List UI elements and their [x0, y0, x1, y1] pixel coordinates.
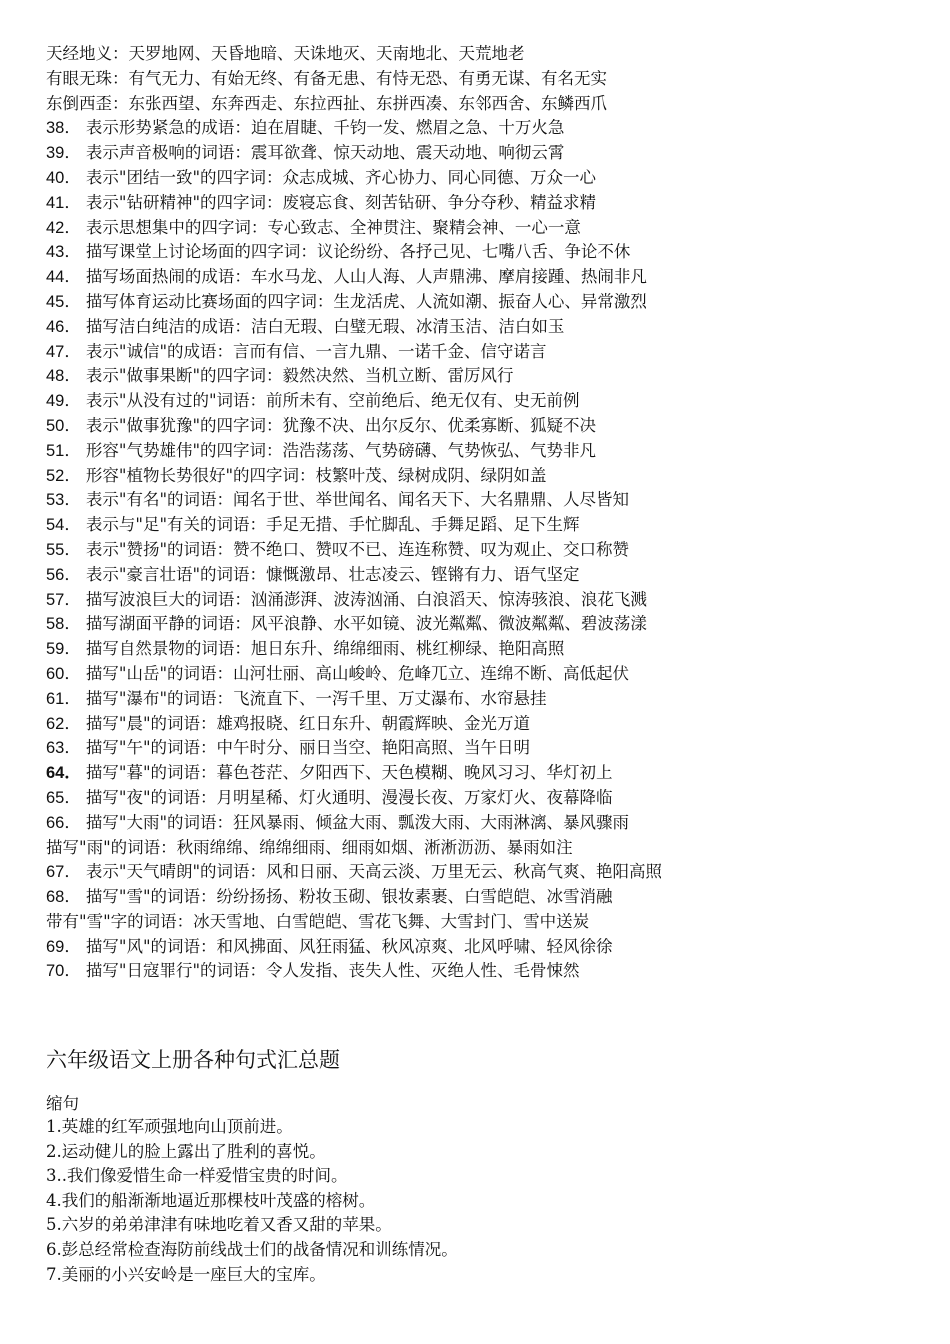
- line-number: 47．: [46, 342, 81, 361]
- line-number: 68．: [46, 888, 81, 907]
- line-text: 表示"从没有过的"词语：前所未有、空前绝后、绝无仅有、史无前例: [85, 391, 580, 411]
- idiom-line: [46, 811, 926, 836]
- idiom-list: [46, 42, 926, 984]
- line-number: 66．: [46, 813, 81, 832]
- idiom-line: [46, 885, 926, 910]
- idiom-line: [46, 860, 926, 885]
- idiom-line: [46, 662, 926, 687]
- idiom-line: [46, 191, 926, 216]
- idiom-line: [46, 315, 926, 340]
- line-text: 表示思想集中的四字词：专心致志、全神贯注、聚精会神、一心一意: [85, 217, 581, 237]
- sentence-item: 6.彭总经常检查海防前线战士们的战备情况和训练情况。: [46, 1239, 458, 1259]
- line-text: 有眼无珠：有气无力、有始无终、有备无患、有恃无恐、有勇无谋、有名无实: [46, 68, 607, 88]
- section-title: 六年级语文上册各种句式汇总题: [46, 1048, 340, 1072]
- line-text: 描写"夜"的词语：月明星稀、灯火通明、漫漫长夜、万家灯火、夜幕降临: [85, 787, 613, 807]
- sentence-item: 1.英雄的红军顽强地向山顶前进。: [46, 1117, 293, 1136]
- idiom-line: [46, 836, 926, 861]
- idiom-line: [46, 637, 926, 662]
- line-text: 表示"豪言壮语"的词语：慷慨激昂、壮志凌云、铿锵有力、语气坚定: [85, 564, 580, 584]
- line-text: 表示"有名"的词语：闻名于世、举世闻名、闻名天下、大名鼎鼎、人尽皆知: [85, 490, 630, 510]
- line-text: 表示"团结一致"的四字词：众志成城、齐心协力、同心同德、万众一心: [85, 167, 597, 187]
- line-number: 39．: [46, 144, 81, 163]
- line-number: 70．: [46, 962, 81, 981]
- line-number: 45．: [46, 292, 81, 311]
- idiom-line: [46, 910, 926, 935]
- line-number: 61．: [46, 689, 81, 708]
- line-number: 55．: [46, 540, 81, 559]
- idiom-line: [46, 340, 926, 365]
- line-number: 58．: [46, 615, 81, 634]
- line-number: 43．: [46, 243, 81, 262]
- line-text: 天经地义：天罗地网、天昏地暗、天诛地灭、天南地北、天荒地老: [46, 44, 525, 63]
- line-text: 东倒西歪：东张西望、东奔西走、东拉西扯、东拼西凑、东邻西舍、东鳞西爪: [46, 93, 607, 113]
- idiom-line: [46, 265, 926, 290]
- line-number: 56．: [46, 565, 81, 584]
- line-number: 41．: [46, 193, 81, 212]
- idiom-line: [46, 612, 926, 637]
- line-text: 描写自然景物的词语：旭日东升、绵绵细雨、桃红柳绿、艳阳高照: [85, 639, 565, 659]
- line-number: 60．: [46, 664, 81, 683]
- idiom-line: [46, 464, 926, 489]
- line-number: 57．: [46, 590, 81, 609]
- idiom-line: [46, 538, 926, 563]
- line-text: 描写"山岳"的词语：山河壮丽、高山峻岭、危峰兀立、连绵不断、高低起伏: [85, 663, 630, 683]
- line-text: 形容"气势雄伟"的四字词：浩浩荡荡、气势磅礴、气势恢弘、气势非凡: [85, 440, 597, 460]
- section-subhead: 缩句: [46, 1094, 79, 1113]
- line-text: 表示声音极响的词语：震耳欲聋、惊天动地、震天动地、响彻云霄: [85, 143, 565, 163]
- idiom-line: [46, 240, 926, 265]
- line-number: 67．: [46, 863, 81, 882]
- idiom-line: [46, 166, 926, 191]
- idiom-line: [46, 116, 926, 141]
- line-number: 50．: [46, 416, 81, 435]
- line-number: 48．: [46, 367, 81, 386]
- idiom-line: [46, 786, 926, 811]
- idiom-line: [46, 588, 926, 613]
- line-text: 表示"做事犹豫"的四字词：犹豫不决、出尔反尔、优柔寡断、狐疑不决: [85, 415, 597, 435]
- idiom-line: [46, 92, 926, 117]
- line-text: 表示"钻研精神"的四字词：废寝忘食、刻苦钻研、争分夺秒、精益求精: [85, 192, 597, 212]
- line-number: 49．: [46, 392, 81, 411]
- idiom-line: [46, 414, 926, 439]
- idiom-line: [46, 141, 926, 166]
- line-text: 表示"赞扬"的词语：赞不绝口、赞叹不已、连连称赞、叹为观止、交口称赞: [85, 539, 630, 559]
- line-text: 表示"做事果断"的四字词：毅然决然、当机立断、雷厉风行: [85, 366, 514, 386]
- line-number: 64．: [46, 764, 81, 783]
- line-text: 形容"植物长势很好"的四字词：枝繁叶茂、绿树成阴、绿阴如盖: [85, 465, 547, 485]
- idiom-line: [46, 513, 926, 538]
- sentence-item: 4.我们的船渐渐地逼近那棵枝叶茂盛的榕树。: [46, 1190, 376, 1210]
- line-text: 描写"风"的词语：和风拂面、风狂雨猛、秋风凉爽、北风呼啸、轻风徐徐: [85, 936, 613, 956]
- line-text: 描写"暮"的词语：暮色苍茫、夕阳西下、天色模糊、晚风习习、华灯初上: [85, 763, 613, 783]
- line-number: 59．: [46, 640, 81, 659]
- line-number: 42．: [46, 218, 81, 237]
- line-text: 描写洁白纯洁的成语：洁白无瑕、白璧无瑕、冰清玉洁、洁白如玉: [85, 316, 565, 336]
- line-text: 描写"雪"的词语：纷纷扬扬、粉妆玉砌、银妆素裹、白雪皑皑、冰雪消融: [85, 887, 613, 907]
- sentence-list: [46, 1115, 458, 1287]
- line-number: 63．: [46, 739, 81, 758]
- line-text: 表示"天气晴朗"的词语：风和日丽、天高云淡、万里无云、秋高气爽、艳阳高照: [85, 862, 663, 882]
- sentence-item: 5.六岁的弟弟津津有味地吃着又香又甜的苹果。: [46, 1215, 392, 1235]
- line-number: 51．: [46, 441, 81, 460]
- sentence-item: 2.运动健儿的脸上露出了胜利的喜悦。: [46, 1141, 326, 1161]
- line-text: 表示"诚信"的成语：言而有信、一言九鼎、一诺千金、信守诺言: [85, 341, 547, 361]
- idiom-line: [46, 761, 926, 786]
- idiom-line: [46, 712, 926, 737]
- line-text: 表示形势紧急的成语：迫在眉睫、千钧一发、燃眉之急、十万火急: [85, 118, 565, 138]
- line-number: 69．: [46, 937, 81, 956]
- line-text: 描写"晨"的词语：雄鸡报晓、红日东升、朝霞辉映、金光万道: [85, 713, 531, 733]
- idiom-line: [46, 364, 926, 389]
- sentence-item: 3..我们像爱惜生命一样爱惜宝贵的时间。: [46, 1166, 348, 1186]
- line-text: 描写"日寇罪行"的词语：令人发指、丧失人性、灭绝人性、毛骨悚然: [85, 961, 580, 981]
- idiom-line: [46, 488, 926, 513]
- line-text: 描写波浪巨大的词语：汹涌澎湃、波涛汹涌、白浪滔天、惊涛骇浪、浪花飞溅: [85, 589, 647, 609]
- idiom-line: [46, 959, 926, 984]
- line-number: 54．: [46, 516, 81, 535]
- line-number: 62．: [46, 714, 81, 733]
- line-number: 40．: [46, 168, 81, 187]
- line-number: 53．: [46, 491, 81, 510]
- idiom-line: [46, 216, 926, 241]
- idiom-line: [46, 67, 926, 92]
- line-text: 描写"雨"的词语：秋雨绵绵、绵绵细雨、细雨如烟、淅淅沥沥、暴雨如注: [46, 837, 573, 857]
- idiom-line: [46, 687, 926, 712]
- idiom-line: [46, 563, 926, 588]
- line-text: 描写湖面平静的词语：风平浪静、水平如镜、波光粼粼、微波粼粼、碧波荡漾: [85, 614, 647, 634]
- sentence-item: 7.美丽的小兴安岭是一座巨大的宝库。: [46, 1264, 326, 1284]
- line-number: 44．: [46, 268, 81, 287]
- line-text: 描写"午"的词语：中午时分、丽日当空、艳阳高照、当午日明: [85, 738, 531, 758]
- line-number: 65．: [46, 788, 81, 807]
- line-number: 38．: [46, 119, 81, 138]
- line-number: 52．: [46, 466, 81, 485]
- idiom-line: [46, 389, 926, 414]
- line-text: 描写体育运动比赛场面的四字词：生龙活虎、人流如潮、振奋人心、异常激烈: [85, 291, 647, 311]
- idiom-line: [46, 42, 926, 67]
- line-text: 描写课堂上讨论场面的四字词：议论纷纷、各抒己见、七嘴八舌、争论不休: [85, 242, 631, 262]
- line-text: 描写"瀑布"的词语：飞流直下、一泻千里、万丈瀑布、水帘悬挂: [85, 688, 547, 708]
- line-number: 46．: [46, 317, 81, 336]
- line-text: 描写场面热闹的成语：车水马龙、人山人海、人声鼎沸、摩肩接踵、热闹非凡: [85, 267, 647, 287]
- idiom-line: [46, 935, 926, 960]
- line-text: 带有"雪"字的词语：冰天雪地、白雪皑皑、雪花飞舞、大雪封门、雪中送炭: [46, 911, 590, 931]
- line-text: 表示与"足"有关的词语：手足无措、手忙脚乱、手舞足蹈、足下生辉: [85, 515, 580, 535]
- idiom-line: [46, 290, 926, 315]
- idiom-line: [46, 439, 926, 464]
- line-text: 描写"大雨"的词语：狂风暴雨、倾盆大雨、瓢泼大雨、大雨淋漓、暴风骤雨: [85, 812, 630, 832]
- idiom-line: [46, 736, 926, 761]
